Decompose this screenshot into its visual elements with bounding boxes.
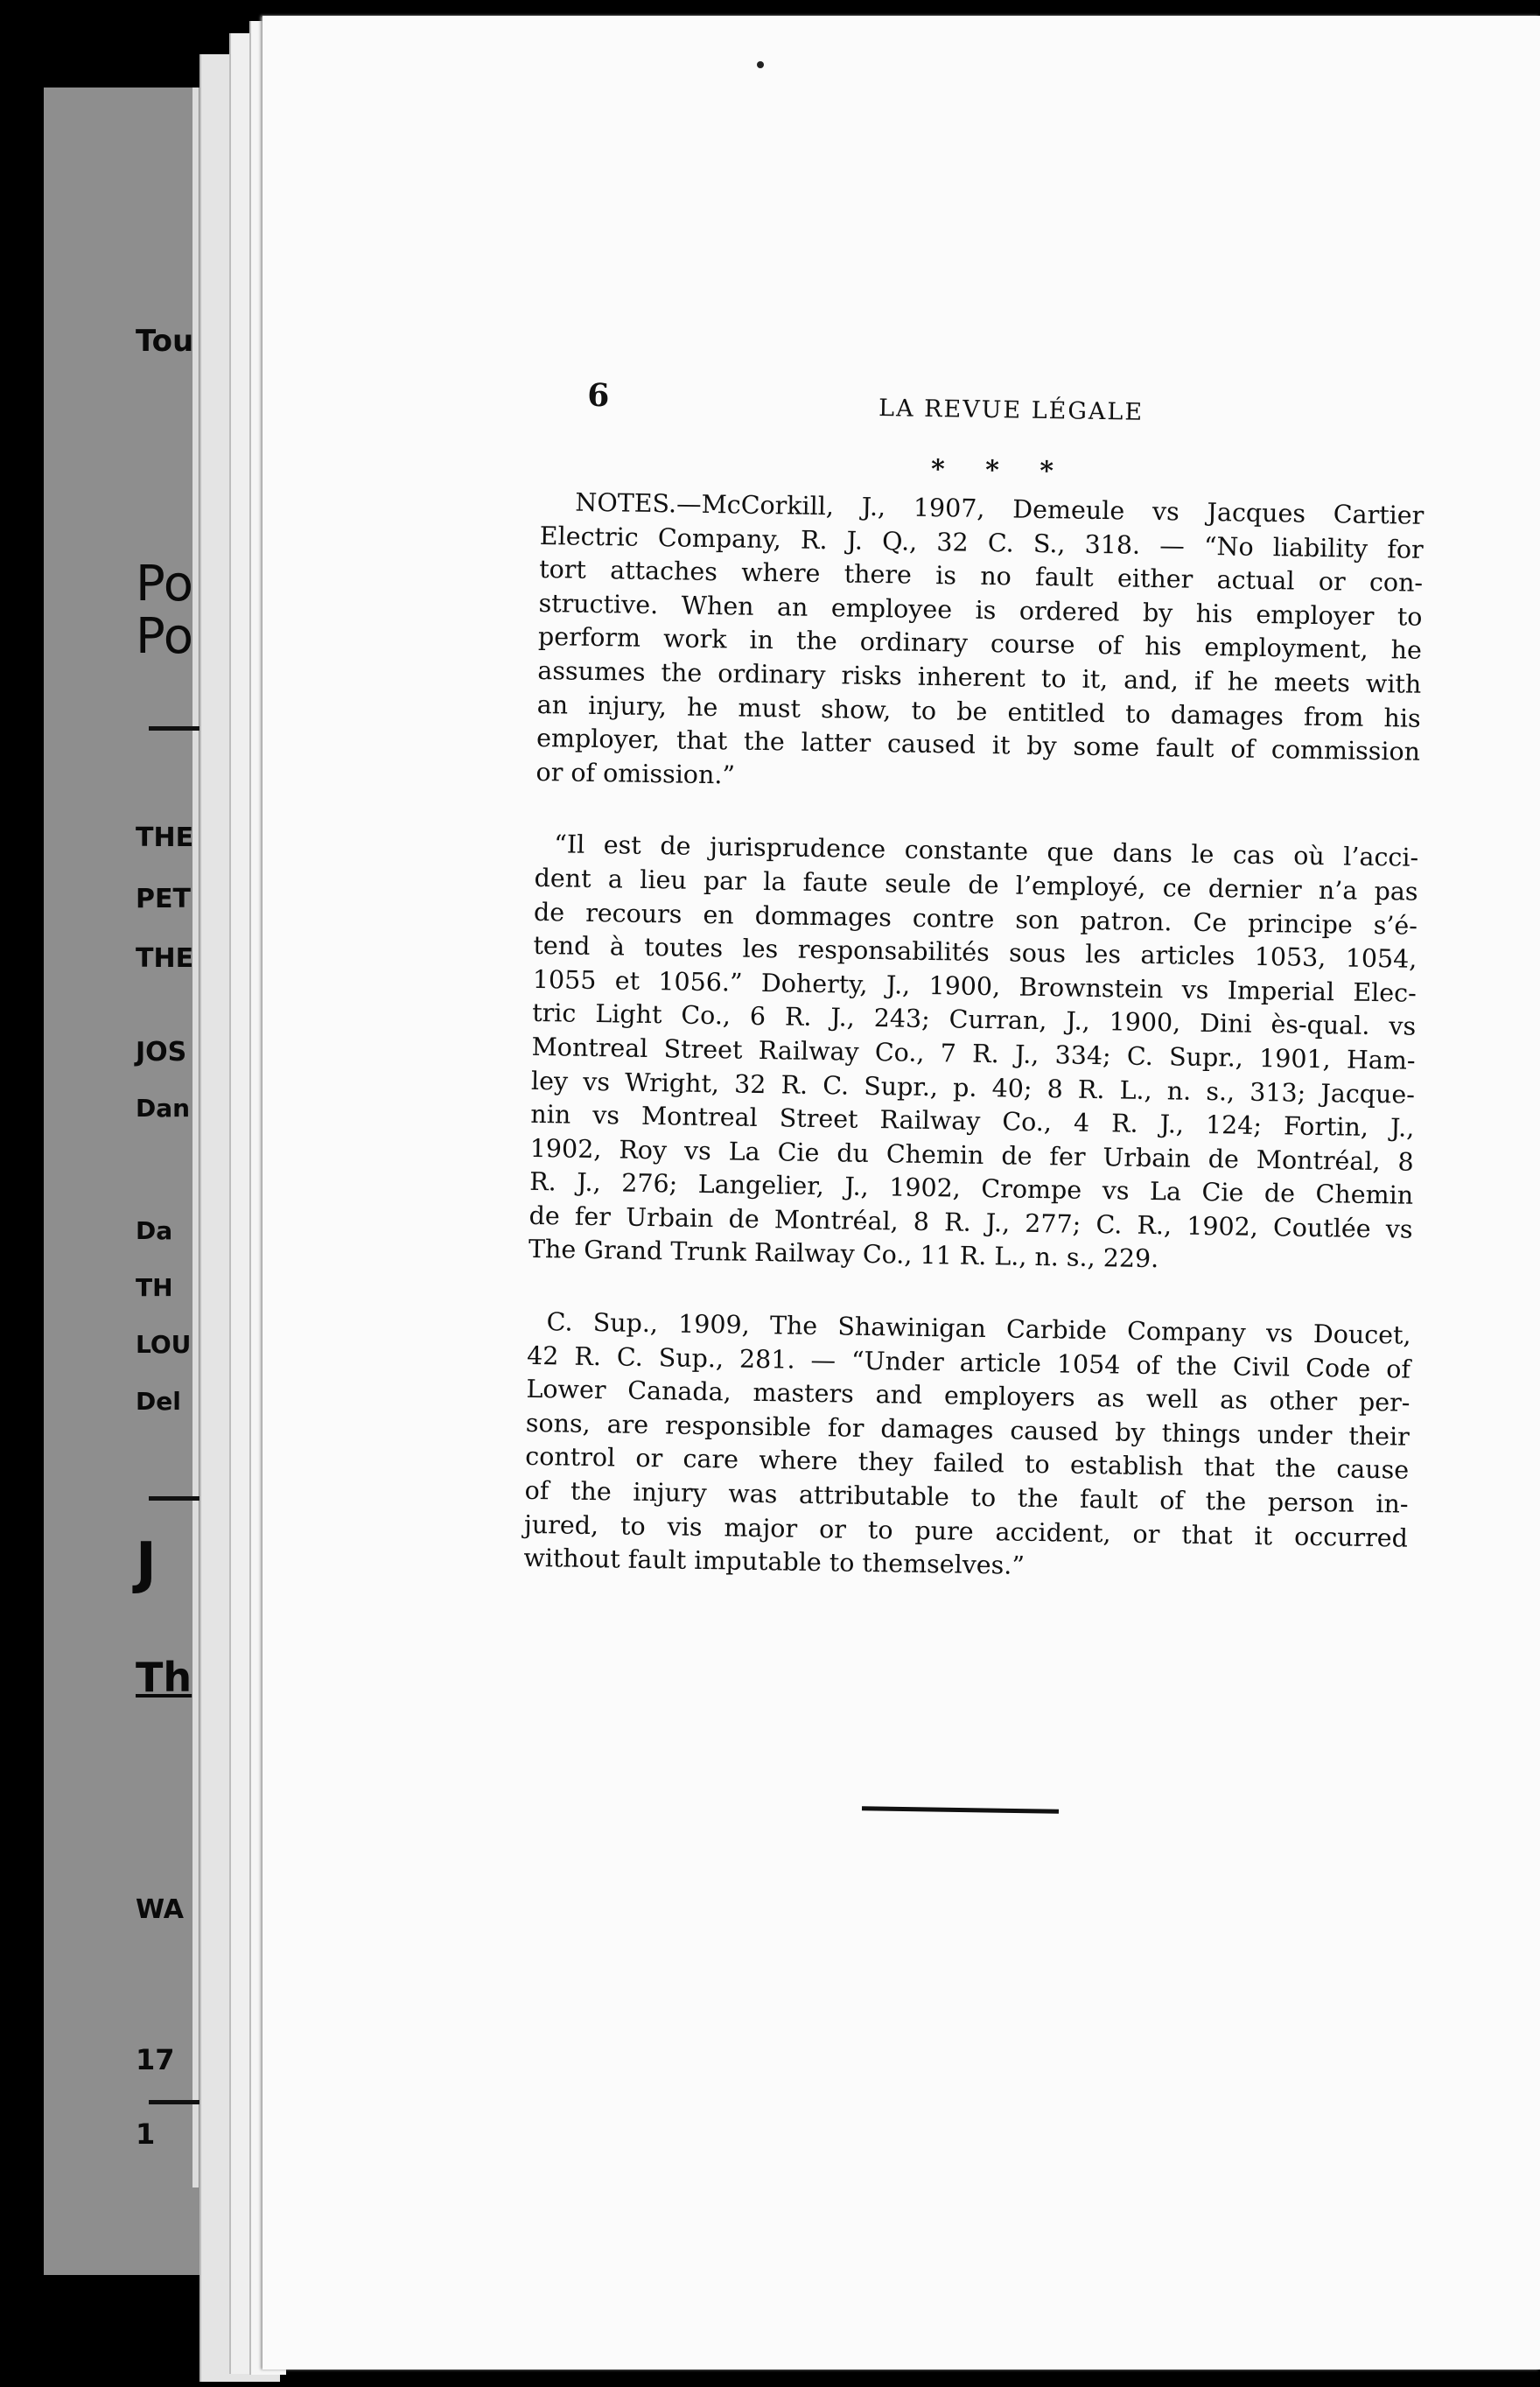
text-line: The Grand Trunk Railway Co., 11 R. L., n. s., 229.: [528, 1235, 1159, 1274]
text-line: perform work in the ordinary course of his employment, he: [537, 622, 1423, 666]
under-fragment: 17: [136, 2043, 175, 2076]
ink-dot: [757, 61, 764, 68]
text-line: an injury, he must show, to be entitled to damages from his: [536, 690, 1421, 733]
text-line: tend à toutes les responsabilités sous les articles 1053, 1054,: [533, 931, 1418, 974]
text-line: tric Light Co., 6 R. J., 243; Curran, J., 1900, Dini ès-qual. vs: [531, 998, 1417, 1042]
text-line: without fault imputable to themselves.”: [523, 1544, 1026, 1581]
under-fragment: PET: [136, 884, 191, 914]
text-line: tort attaches where there is no fault either actual or con-: [538, 555, 1424, 598]
under-fragment: Da: [136, 1216, 173, 1245]
supreme-court-paragraph: [523, 1306, 1411, 1590]
text-line: ley vs Wright, 32 R. C. Supr., p. 40; 8 R. L., n. s., 313; Jacque-: [530, 1066, 1416, 1110]
page-shadow: [192, 88, 199, 2188]
jurisprudence-paragraph: [528, 828, 1419, 1281]
under-fragment: Po: [136, 608, 194, 665]
text-line: Montreal Street Railway Co., 7 R. J., 334; C. Supr., 1901, Ham-: [531, 1032, 1416, 1075]
under-fragment: TH: [136, 1273, 173, 1302]
text-line: jured, to vis major or to pure accident, or that it occurred: [523, 1509, 1409, 1553]
text-line: or of omission.”: [536, 757, 736, 790]
under-fragment: THE: [136, 822, 194, 853]
under-fragment: Dan: [136, 1094, 191, 1123]
text-line: control or care where they failed to establish that the cause: [525, 1442, 1410, 1486]
text-line: 1902, Roy vs La Cie du Chemin de fer Urbain de Montréal, 8: [529, 1133, 1414, 1177]
text-line: R. J., 276; Langelier, J., 1902, Crompe vs La Cie de Chemin: [528, 1167, 1414, 1211]
under-fragment: J: [136, 1531, 157, 1596]
text-line: dent a lieu par la faute seule de l’employé, ce dernier n’a pas: [534, 863, 1418, 906]
under-fragment: WA: [136, 1894, 184, 1925]
under-fragment: 1: [136, 2118, 156, 2151]
page-number: 6: [587, 376, 610, 415]
under-fragment: Tou: [136, 324, 194, 359]
under-fragment: LOU: [136, 1330, 192, 1359]
under-fragment: THE: [136, 943, 194, 974]
under-fragment: Del: [136, 1387, 181, 1416]
ornament: * * *: [930, 453, 1070, 487]
text-line: employer, that the latter caused it by some fault of commission: [536, 724, 1421, 766]
text-line: “Il est de jurisprudence constante que dans le cas où l’acci-: [554, 830, 1419, 873]
text-line: structive. When an employee is ordered by his employer to: [538, 588, 1423, 632]
text-line: 42 R. C. Sup., 281. — “Under article 1054 of the Civil Code of: [526, 1340, 1411, 1384]
under-fragment: Po: [136, 556, 194, 612]
under-fragment: JOS: [136, 1037, 187, 1068]
text-line: de fer Urbain de Montréal, 8 R. J., 277; C. R., 1902, Coutlée vs: [528, 1200, 1413, 1244]
text-line: assumes the ordinary risks inherent to it, and, if he meets with: [537, 655, 1422, 699]
page-content: [523, 359, 1426, 1590]
text-line: Lower Canada, masters and employers as well as other per-: [526, 1375, 1410, 1418]
text-line: nin vs Montreal Street Railway Co., 4 R. J., 124; Fortin, J.,: [530, 1099, 1415, 1143]
text-line: sons, are responsible for damages caused by things under their: [525, 1408, 1410, 1452]
text-line: C. Sup., 1909, The Shawinigan Carbide Company vs Doucet,: [546, 1307, 1411, 1350]
under-fragment: Th: [136, 1654, 192, 1701]
text-line: Electric Company, R. J. Q., 32 C. S., 318. — “No liability for: [539, 521, 1424, 564]
running-head: LA REVUE LÉGALE: [878, 395, 1144, 426]
text-line: 1055 et 1056.” Doherty, J., 1900, Brownstein vs Imperial Elec-: [532, 964, 1417, 1008]
text-line: de recours en dommages contre son patron. Ce principe s’é-: [533, 897, 1418, 941]
notes-paragraph: [536, 486, 1424, 803]
text-line: NOTES.—McCorkill, J., 1907, Demeule vs Jacques Cartier: [575, 487, 1424, 530]
text-line: of the injury was attributable to the fault of the person in-: [524, 1475, 1409, 1519]
